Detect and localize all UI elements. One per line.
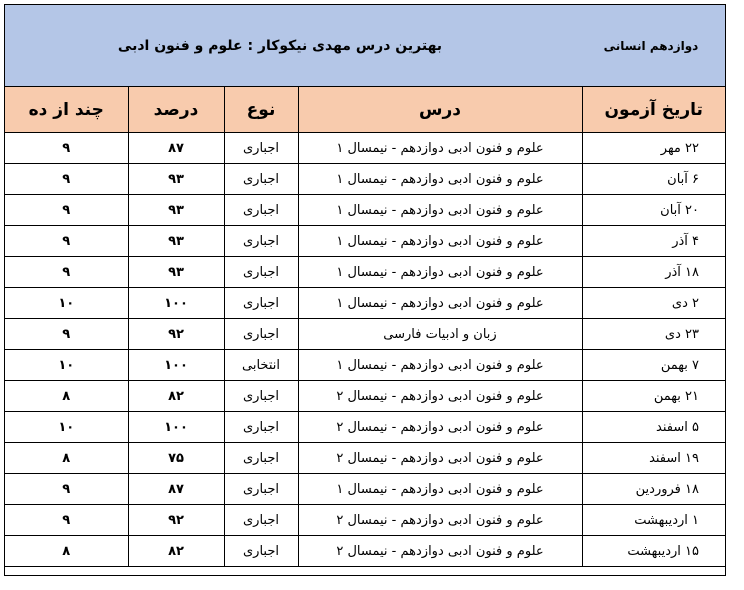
header-type: نوع (224, 87, 298, 133)
header-date: تاریخ آزمون (582, 87, 725, 133)
type-cell: اجباری (224, 412, 298, 443)
score-cell: ۱۰ (5, 350, 128, 381)
percent-cell: ۹۲ (128, 505, 224, 536)
table-row (5, 319, 725, 350)
type-cell: اجباری (224, 381, 298, 412)
score-cell: ۸ (5, 381, 128, 412)
lesson-cell: علوم و فنون ادبی دوازدهم - نیمسال ۲ (298, 412, 582, 443)
type-cell: اجباری (224, 133, 298, 164)
lesson-cell: زبان و ادبیات فارسی (298, 319, 582, 350)
grade-label: دوازدهم انسانی (603, 39, 699, 53)
percent-cell: ۱۰۰ (128, 412, 224, 443)
score-cell: ۹ (5, 257, 128, 288)
score-cell: ۹ (5, 319, 128, 350)
percent-cell: ۷۵ (128, 443, 224, 474)
type-cell: اجباری (224, 288, 298, 319)
percent-cell: ۱۰۰ (128, 350, 224, 381)
percent-cell: ۱۰۰ (128, 288, 224, 319)
table-row (5, 164, 725, 195)
table-row (5, 133, 725, 164)
table-header-row (5, 87, 725, 133)
score-cell: ۹ (5, 164, 128, 195)
date-cell: ۲۱ بهمن (582, 381, 725, 412)
date-cell: ۱۸ فروردین (582, 474, 725, 505)
table-row (5, 443, 725, 474)
table-row (5, 257, 725, 288)
lesson-cell: علوم و فنون ادبی دوازدهم - نیمسال ۱ (298, 164, 582, 195)
date-cell: ۱۸ آذر (582, 257, 725, 288)
type-cell: اجباری (224, 536, 298, 567)
score-cell: ۹ (5, 474, 128, 505)
type-cell: اجباری (224, 164, 298, 195)
report-sheet (4, 4, 726, 576)
date-cell: ۲۰ آبان (582, 195, 725, 226)
lesson-cell: علوم و فنون ادبی دوازدهم - نیمسال ۱ (298, 288, 582, 319)
table-row (5, 381, 725, 412)
percent-cell: ۹۳ (128, 195, 224, 226)
date-cell: ۲۲ مهر (582, 133, 725, 164)
lesson-cell: علوم و فنون ادبی دوازدهم - نیمسال ۲ (298, 505, 582, 536)
lesson-cell: علوم و فنون ادبی دوازدهم - نیمسال ۱ (298, 350, 582, 381)
date-cell: ۱۵ اردیبهشت (582, 536, 725, 567)
score-cell: ۱۰ (5, 412, 128, 443)
type-cell: اجباری (224, 474, 298, 505)
report-title: بهترین درس مهدی نیکوکار : علوم و فنون ادبی (117, 38, 443, 54)
table-row (5, 474, 725, 505)
lesson-cell: علوم و فنون ادبی دوازدهم - نیمسال ۱ (298, 133, 582, 164)
lesson-cell: علوم و فنون ادبی دوازدهم - نیمسال ۱ (298, 195, 582, 226)
percent-cell: ۹۲ (128, 319, 224, 350)
table-row (5, 412, 725, 443)
lesson-cell: علوم و فنون ادبی دوازدهم - نیمسال ۲ (298, 381, 582, 412)
score-cell: ۹ (5, 195, 128, 226)
type-cell: اجباری (224, 195, 298, 226)
table-row (5, 350, 725, 381)
score-cell: ۹ (5, 505, 128, 536)
type-cell: اجباری (224, 226, 298, 257)
header-lesson: درس (298, 87, 582, 133)
type-cell: انتخابی (224, 350, 298, 381)
score-cell: ۸ (5, 443, 128, 474)
results-table (5, 87, 725, 567)
type-cell: اجباری (224, 443, 298, 474)
lesson-cell: علوم و فنون ادبی دوازدهم - نیمسال ۱ (298, 257, 582, 288)
table-body (5, 133, 725, 567)
percent-cell: ۸۲ (128, 536, 224, 567)
date-cell: ۵ اسفند (582, 412, 725, 443)
score-cell: ۹ (5, 226, 128, 257)
date-cell: ۴ آذر (582, 226, 725, 257)
date-cell: ۱۹ اسفند (582, 443, 725, 474)
type-cell: اجباری (224, 505, 298, 536)
percent-cell: ۹۳ (128, 226, 224, 257)
date-cell: ۷ بهمن (582, 350, 725, 381)
header-score: چند از ده (5, 87, 128, 133)
lesson-cell: علوم و فنون ادبی دوازدهم - نیمسال ۱ (298, 226, 582, 257)
percent-cell: ۸۷ (128, 474, 224, 505)
score-cell: ۱۰ (5, 288, 128, 319)
header-percent: درصد (128, 87, 224, 133)
type-cell: اجباری (224, 257, 298, 288)
date-cell: ۲۳ دی (582, 319, 725, 350)
table-row (5, 195, 725, 226)
score-cell: ۹ (5, 133, 128, 164)
percent-cell: ۹۳ (128, 257, 224, 288)
percent-cell: ۸۷ (128, 133, 224, 164)
percent-cell: ۹۳ (128, 164, 224, 195)
date-cell: ۶ آبان (582, 164, 725, 195)
lesson-cell: علوم و فنون ادبی دوازدهم - نیمسال ۱ (298, 474, 582, 505)
table-row (5, 536, 725, 567)
table-row (5, 226, 725, 257)
type-cell: اجباری (224, 319, 298, 350)
percent-cell: ۸۲ (128, 381, 224, 412)
date-cell: ۲ دی (582, 288, 725, 319)
table-row (5, 505, 725, 536)
score-cell: ۸ (5, 536, 128, 567)
lesson-cell: علوم و فنون ادبی دوازدهم - نیمسال ۲ (298, 443, 582, 474)
title-banner (5, 5, 725, 87)
table-row (5, 288, 725, 319)
date-cell: ۱ اردیبهشت (582, 505, 725, 536)
lesson-cell: علوم و فنون ادبی دوازدهم - نیمسال ۲ (298, 536, 582, 567)
